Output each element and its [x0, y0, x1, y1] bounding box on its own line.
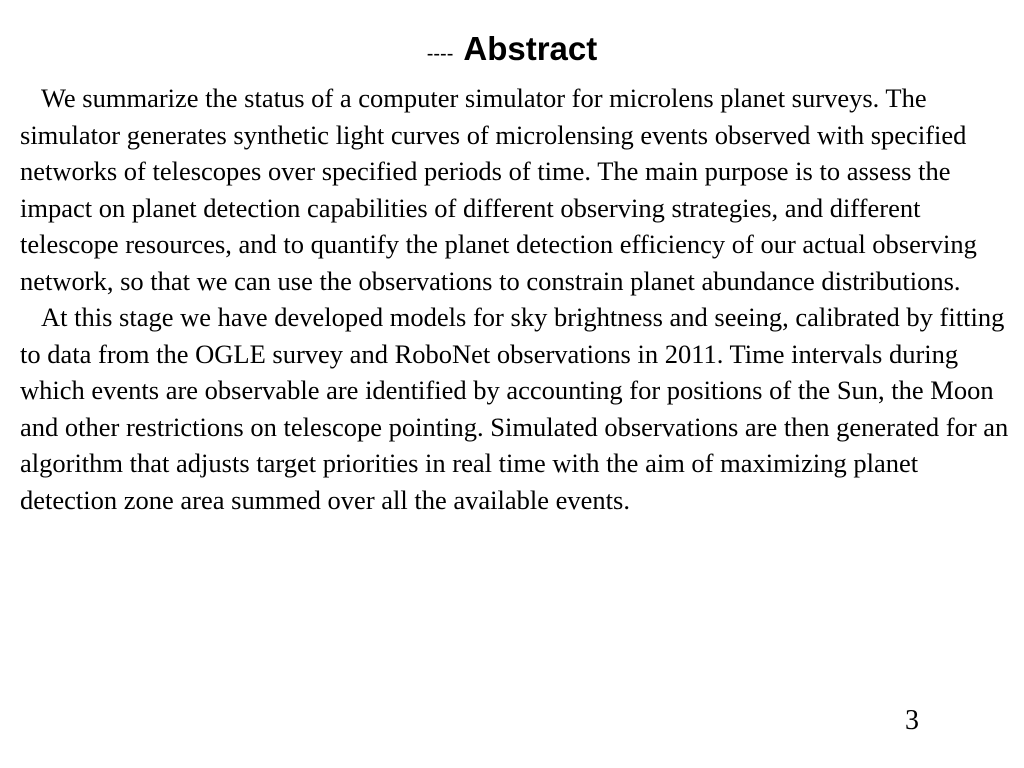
- abstract-body: [20, 80, 1010, 518]
- page-number: 3: [905, 705, 919, 736]
- slide-title: [0, 30, 1024, 68]
- abstract-paragraph-2: At this stage we have developed models for sky brightness and seeing, calibrated by fitting to data from the OGLE survey and RoboNet observations in 2011. Time intervals during which events are observable are identified by accounting for positions of the Sun, the Moon and other restrictions on telescope pointing. Simulated observations are then generated for an algorithm that adjusts target priorities in real time with the aim of maximizing planet detection zone area summed over all the available events.: [20, 302, 1009, 515]
- title-dashes: ----: [426, 43, 454, 65]
- abstract-paragraph-1: We summarize the status of a computer simulator for microlens planet surveys. The simulator generates synthetic light curves of microlensing events observed with specified networks of telescopes over specified periods of time. The main purpose is to assess the impact on planet detection capabilities of different observing strategies, and different telescope resources, and to quantify the planet detection efficiency of our actual observing network, so that we can use the observations to constrain planet abundance distributions.: [20, 83, 977, 296]
- title-heading: Abstract: [463, 30, 598, 67]
